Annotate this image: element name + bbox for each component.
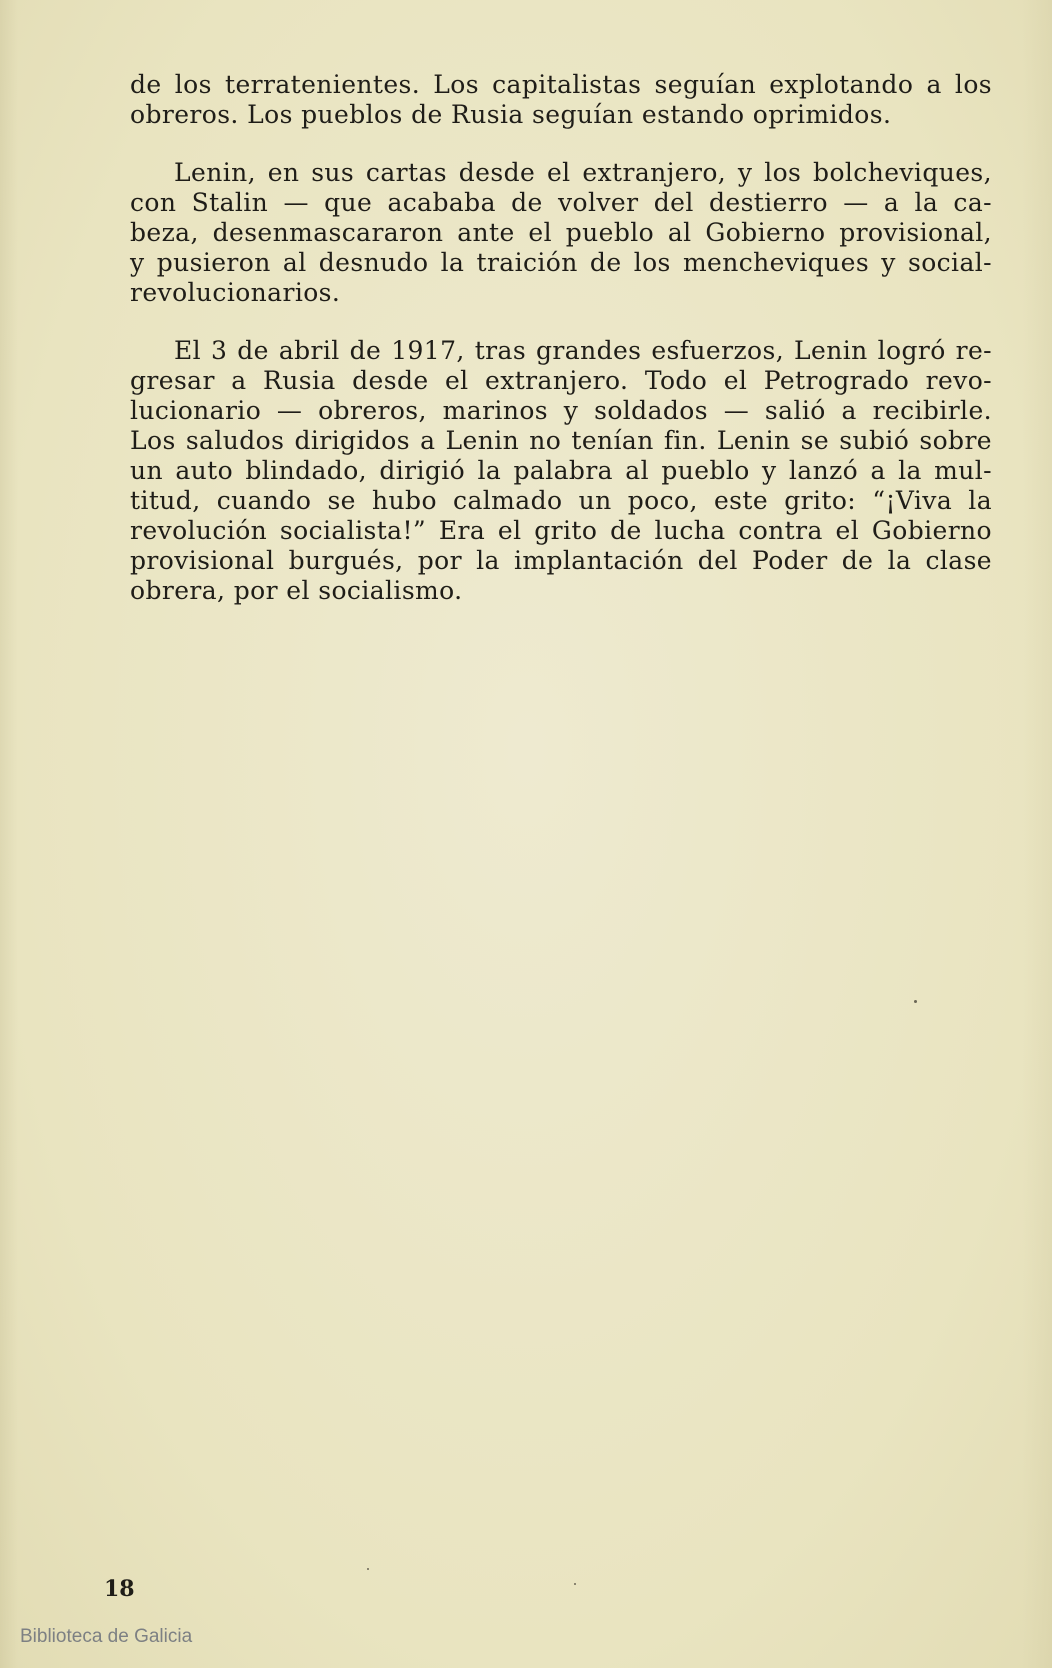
- library-watermark: Biblioteca de Galicia: [20, 1626, 193, 1647]
- paragraph-1: [130, 70, 992, 130]
- body-text: [130, 70, 992, 634]
- text-line: revolucionarios.: [130, 278, 341, 307]
- text-line: obreros. Los pueblos de Rusia seguían estando oprimidos.: [130, 100, 892, 129]
- text-line: Lenin, en sus cartas desde el extranjero, y los bolcheviques,: [174, 158, 992, 187]
- text-line: un auto blindado, dirigió la palabra al pueblo y lanzó a la mul-: [130, 456, 992, 485]
- text-line: lucionario — obreros, marinos y soldados — salió a recibirle.: [130, 396, 992, 425]
- text-line: revolución socialista!” Era el grito de lucha contra el Gobierno: [130, 516, 992, 545]
- text-line: provisional burgués, por la implantación del Poder de la clase: [130, 546, 992, 575]
- text-line: y pusieron al desnudo la traición de los mencheviques y social-: [130, 248, 992, 277]
- paragraph-2: [130, 158, 992, 308]
- paper-speck: [914, 1000, 917, 1003]
- paper-speck: [367, 1568, 369, 1570]
- text-line: titud, cuando se hubo calmado un poco, este grito: “¡Viva la: [130, 486, 992, 515]
- text-line: El 3 de abril de 1917, tras grandes esfuerzos, Lenin logró re-: [174, 336, 992, 365]
- text-line: con Stalin — que acababa de volver del destierro — a la ca-: [130, 188, 992, 217]
- text-line: Los saludos dirigidos a Lenin no tenían fin. Lenin se subió sobre: [130, 426, 992, 455]
- text-line: obrera, por el socialismo.: [130, 576, 463, 605]
- text-line: de los terratenientes. Los capitalistas seguían explotando a los: [130, 70, 992, 99]
- page-number: 18: [104, 1576, 135, 1602]
- text-line: gresar a Rusia desde el extranjero. Todo el Petrogrado revo-: [130, 366, 992, 395]
- text-line: beza, desenmascararon ante el pueblo al Gobierno provisional,: [130, 218, 992, 247]
- paragraph-3: [130, 336, 992, 606]
- paper-speck: [574, 1583, 576, 1585]
